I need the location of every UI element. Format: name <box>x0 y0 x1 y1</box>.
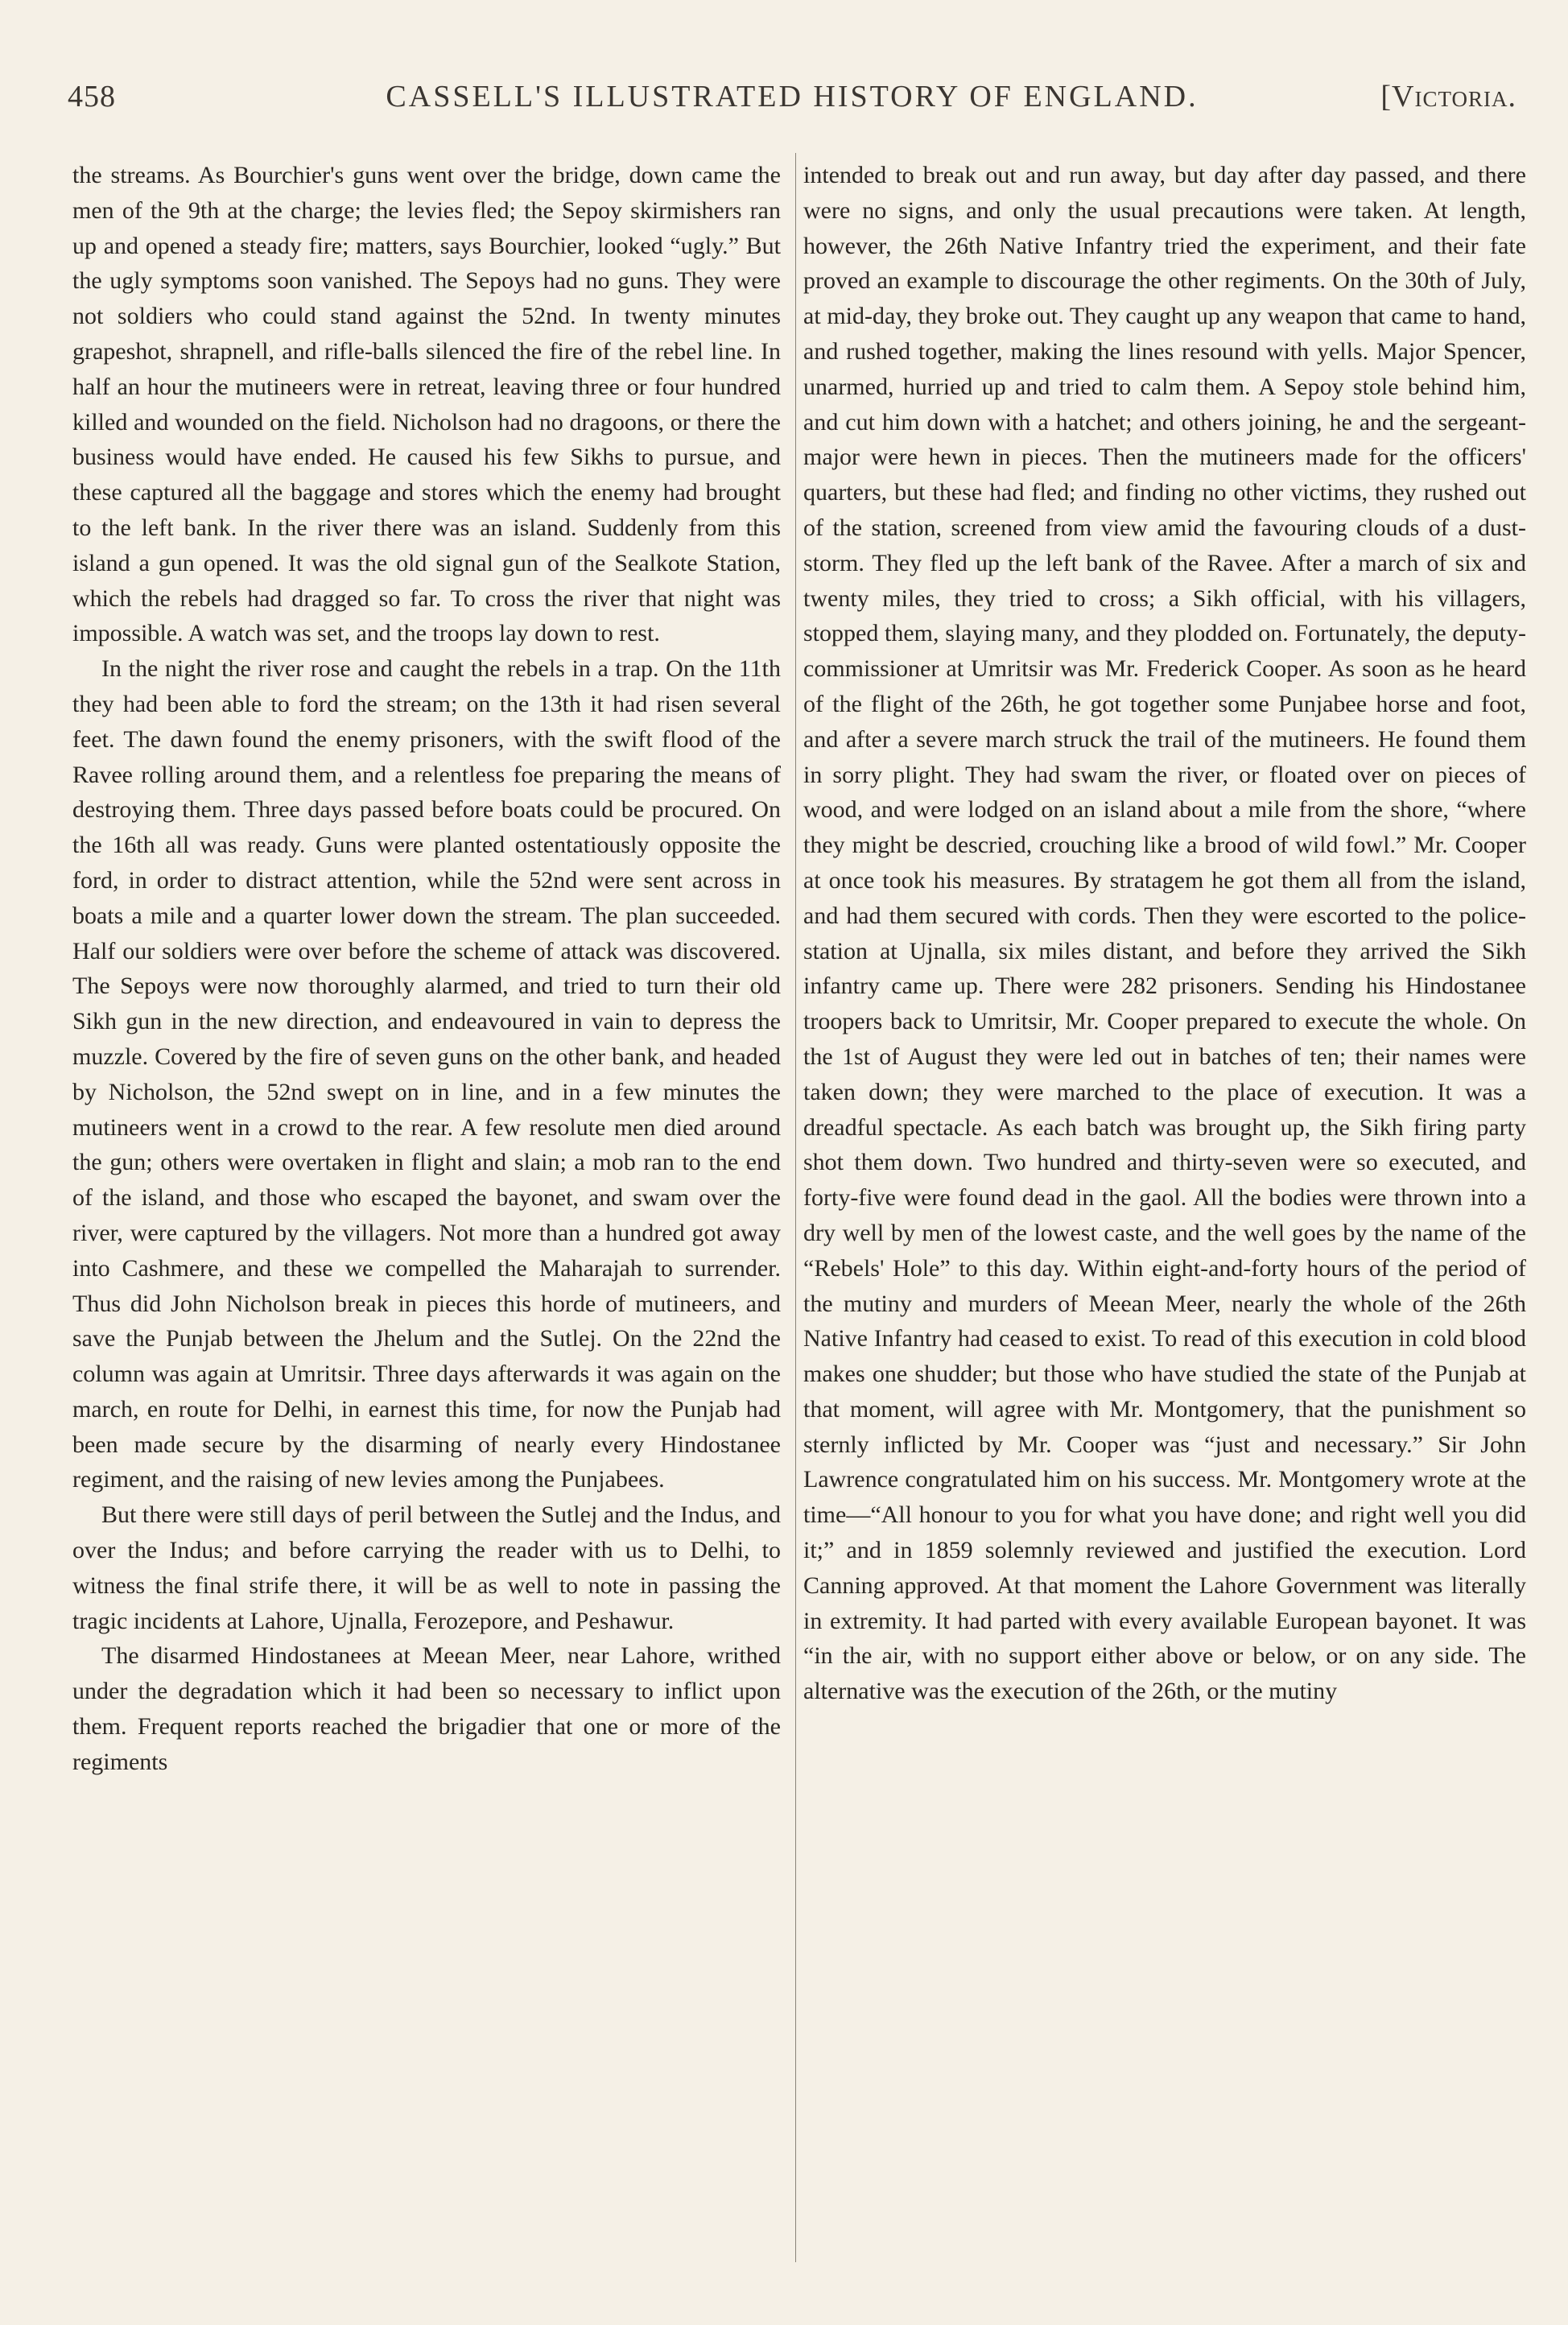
running-header <box>68 79 1516 127</box>
paragraph: The disarmed Hindostanees at Meean Meer, near Lahore, writhed under the degradation which it had been so necessary to inflict upon them. Frequent reports reached the brigadier that one or more of the regiments <box>72 1642 781 1775</box>
paragraph: the streams. As Bourchier's guns went over the bridge, down came the men of the 9th at the charge; the levies fled; the Sepoy skirmishers ran up and opened a steady fire; matters, says Bourchier, looked “ugly.” But the ugly symptoms soon vanished. The Sepoys had no guns. They were not soldiers who could stand against the 52nd. In twenty minutes grapeshot, shrapnell, and rifle-balls silenced the fire of the rebel line. In half an hour the mutineers were in retreat, leaving three or four hundred killed and wounded on the field. Nicholson had no dragoons, or there the business would have ended. He caused his few Sikhs to pursue, and these captured all the baggage and stores which the enemy had brought to the left bank. In the river there was an island. Suddenly from this island a gun opened. It was the old signal gun of the Sealkote Station, which the rebels had dragged so far. To cross the river that night was impossible. A watch was set, and the troops lay down to rest. <box>72 162 781 647</box>
paragraph: intended to break out and run away, but day after day passed, and there were no signs, and only the usual precautions were taken. At length, however, the 26th Native Infantry tried the experiment, and their fate proved an example to discourage the other regiments. On the 30th of July, at mid-day, they broke out. They caught up any weapon that came to hand, and rushed together, making the lines resound with yells. Major Spencer, unarmed, hurried up and tried to calm them. A Sepoy stole behind him, and cut him down with a hatchet; and others joining, he and the sergeant-major were hewn in pieces. Then the mutineers made for the officers' quarters, but these had fled; and finding no other victims, they rushed out of the station, screened from view amid the favouring clouds of a dust-storm. They fled up the left bank of the Ravee. After a march of six and twenty miles, they tried to cross; a Sikh official, with his villagers, stopped them, slaying many, and they plodded on. Fortunately, the deputy-commissioner at Umritsir was Mr. Frederick Cooper. As soon as he heard of the flight of the 26th, he got together some Punjabee horse and foot, and after a severe march struck the trail of the mutineers. He found them in sorry plight. They had swam the river, or floated over on pieces of wood, and were lodged on an island about a mile from the shore, “where they might be descried, crouching like a brood of wild fowl.” Mr. Cooper at once took his measures. By stratagem he got them all from the island, and had them secured with cords. Then they were escorted to the police-station at Ujnalla, six miles distant, and before they arrived the Sikh infantry came up. There were 282 prisoners. Sending his Hindostanee troopers back to Umritsir, Mr. Cooper prepared to execute the whole. On the 1st of August they were led out in batches of ten; their names were taken down; they were marched to the place of execution. It was a dreadful spectacle. As each batch was brought up, the Sikh firing party shot them down. Two hundred and thirty-seven were so executed, and forty-five were found dead in the gaol. All the bodies were thrown into a dry well by men of the lowest caste, and the well goes by the name of the “Rebels' Hole” to this day. Within eight-and-forty hours of the period of the mutiny and murders of Meean Meer, nearly the whole of the 26th Native Infantry had ceased to exist. To read of this execution in cold blood makes one shudder; but those who have studied the state of the Punjab at that moment, will agree with Mr. Montgomery, that the punishment so sternly inflicted by Mr. Cooper was “just and necessary.” Sir John Lawrence congratulated him on his success. Mr. Montgomery wrote at the time—“All honour to you for what you have done; and right well you did it;” and in 1859 solemnly reviewed and justified the execution. Lord Canning approved. At that moment the Lahore Government was literally in extremity. It had parted with every available European bayonet. It was “in the air, with no support either above or below, or on any side. The alternative was the execution of the 26th, or the mutiny <box>803 162 1526 1705</box>
left-column <box>72 158 781 1780</box>
paragraph: In the night the river rose and caught the rebels in a trap. On the 11th they had been able to ford the stream; on the 13th it had risen several feet. The dawn found the enemy prisoners, with the swift flood of the Ravee rolling around them, and a relentless foe preparing the means of destroying them. Three days passed before boats could be procured. On the 16th all was ready. Guns were planted ostentatiously opposite the ford, in order to distract attention, while the 52nd were sent across in boats a mile and a quarter lower down the stream. The plan succeeded. Half our soldiers were over before the scheme of attack was discovered. The Sepoys were now thoroughly alarmed, and tried to turn their old Sikh gun in the new direction, and endeavoured in vain to depress the muzzle. Covered by the fire of seven guns on the other bank, and headed by Nicholson, the 52nd swept on in line, and in a few minutes the mutineers went in a crowd to the rear. A few resolute men died around the gun; others were overtaken in flight and slain; a mob ran to the end of the island, and those who escaped the bayonet, and swam over the river, were captured by the villagers. Not more than a hundred got away into Cashmere, and these we compelled the Maharajah to surrender. Thus did John Nicholson break in pieces this horde of mutineers, and save the Punjab between the Jhelum and the Sutlej. On the 22nd the column was again at Umritsir. Three days afterwards it was again on the march, en route for Delhi, in earnest this time, for now the Punjab had been made secure by the disarming of nearly every Hindostanee regiment, and the raising of new levies among the Punjabees. <box>72 655 781 1493</box>
column-divider <box>795 153 796 2262</box>
paragraph: But there were still days of peril between the Sutlej and the Indus, and over the Indus; and before carrying the reader with us to Delhi, to witness the final strife there, it will be as well to note in passing the tragic incidents at Lahore, Ujnalla, Ferozepore, and Peshawur. <box>72 1501 781 1634</box>
page-number: 458 <box>68 80 116 114</box>
right-column <box>803 158 1526 1709</box>
running-title: CASSELL'S ILLUSTRATED HISTORY OF ENGLAND. <box>386 80 1199 114</box>
section-label: [Victoria. <box>1380 80 1516 114</box>
